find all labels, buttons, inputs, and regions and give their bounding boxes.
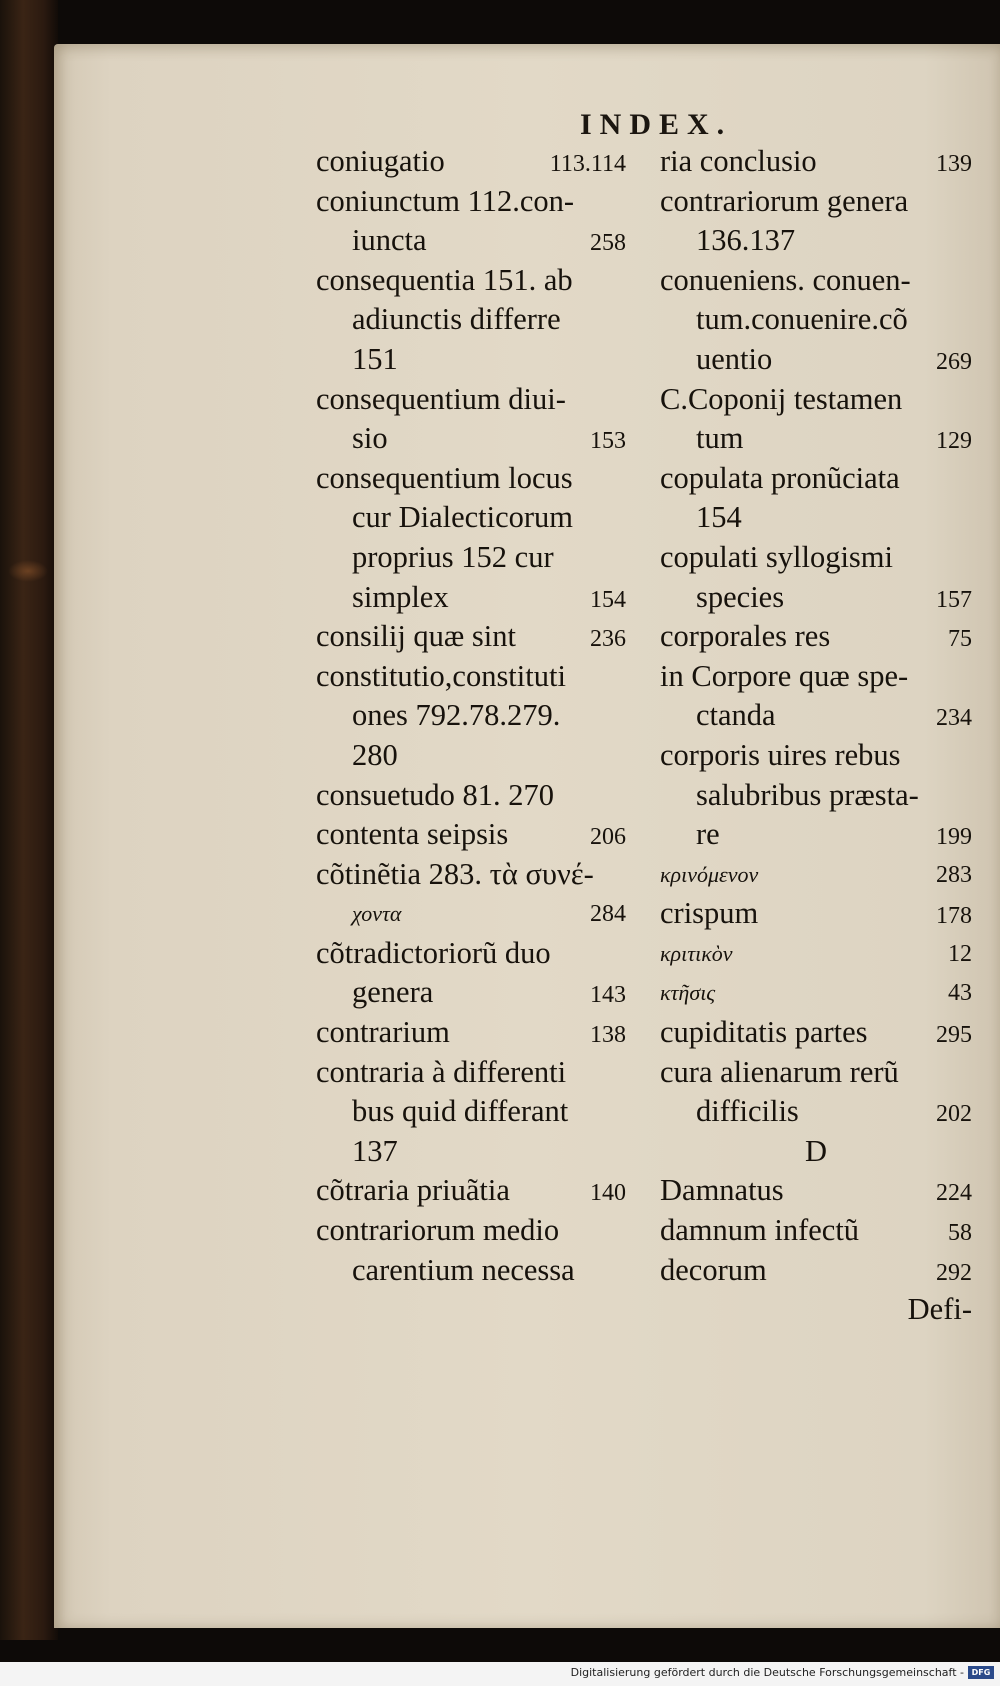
index-entry-page: 236 — [590, 626, 626, 653]
index-entry — [660, 538, 972, 578]
index-entry — [660, 855, 972, 895]
index-entry-page: 113.114 — [549, 151, 626, 177]
index-entry-page: 202 — [936, 1101, 972, 1128]
index-entry-text: tum — [696, 421, 744, 456]
index-entry-page: 206 — [590, 824, 626, 851]
index-entry-page: 58 — [948, 1220, 972, 1247]
index-entry — [660, 1251, 972, 1291]
index-entry — [660, 1092, 972, 1132]
index-entry-text: 151 — [352, 341, 398, 376]
index-entry — [316, 380, 626, 420]
index-entry — [660, 142, 972, 182]
index-entry-page: 140 — [590, 1180, 626, 1207]
index-entry — [316, 1211, 626, 1251]
index-entry — [316, 736, 626, 776]
index-entry — [316, 221, 626, 261]
index-entry — [660, 380, 972, 420]
index-entry — [316, 815, 626, 855]
index-entry-text: consequentia 151. ab — [316, 262, 573, 297]
index-entry-text: cupiditatis partes — [660, 1015, 868, 1050]
index-entry — [660, 1053, 972, 1093]
index-entry-page: 154 — [590, 586, 626, 613]
index-entry-text: tum.conuenire.cõ — [696, 302, 908, 337]
index-entry-page: 199 — [936, 824, 972, 851]
index-entry — [316, 657, 626, 697]
index-entry-text: constitutio,constituti — [316, 658, 566, 693]
index-entry-text: cõtradictoriorũ duo — [316, 935, 551, 970]
cover-speck — [8, 560, 48, 582]
index-entry-text: 137 — [352, 1133, 398, 1168]
index-entry-text: contrarium — [316, 1015, 450, 1050]
index-entry-text: sio — [352, 421, 388, 456]
index-entry-text: uentio — [696, 341, 773, 376]
index-entry — [316, 617, 626, 657]
index-entry — [660, 1171, 972, 1211]
index-entry-page: 138 — [590, 1022, 626, 1049]
index-entry-text: consequentium diui- — [316, 381, 566, 416]
index-entry-page: 157 — [936, 586, 972, 613]
index-entry-text: contrariorum medio — [316, 1213, 560, 1248]
index-entry — [316, 894, 626, 934]
index-entry — [316, 419, 626, 459]
index-entry-text: κτῆσις — [660, 980, 716, 1006]
index-entry — [660, 1132, 972, 1172]
footer-text: Digitalisierung gefördert durch die Deutsche Forschungsgemeinschaft - — [570, 1666, 964, 1679]
index-entry — [316, 340, 626, 380]
index-entry-page: 234 — [936, 705, 972, 732]
index-entry-text: C.Coponij testamen — [660, 381, 903, 416]
index-entry — [316, 1013, 626, 1053]
index-entry — [660, 261, 972, 301]
index-entry-page: 129 — [936, 428, 972, 455]
index-entry-text: χοντα — [352, 901, 402, 927]
index-entry-page: 75 — [948, 626, 972, 653]
index-entry-page: 139 — [936, 151, 972, 177]
index-entry-text: iuncta — [352, 223, 427, 258]
index-entry-text: copulati syllogismi — [660, 539, 893, 574]
index-entry — [660, 934, 972, 974]
index-entry — [660, 776, 972, 816]
index-entry — [660, 973, 972, 1013]
index-entry — [316, 696, 626, 736]
index-entry — [660, 1211, 972, 1251]
index-entry — [660, 221, 972, 261]
index-entry — [660, 182, 972, 222]
index-entry-text: cõtinẽtia 283. τὰ συνέ- — [316, 856, 594, 891]
index-entry — [316, 182, 626, 222]
index-entry-text: copulata pronũciata — [660, 460, 900, 495]
index-entry-page: 269 — [936, 348, 972, 375]
index-entry-text: salubribus præsta- — [696, 777, 919, 812]
index-entry — [316, 498, 626, 538]
index-entry — [316, 261, 626, 301]
index-entry-text: Damnatus — [660, 1173, 784, 1208]
index-entry — [660, 459, 972, 499]
index-entry-text: consequentium locus — [316, 460, 573, 495]
index-entry — [316, 934, 626, 974]
index-entry-text: cura alienarum rerũ — [660, 1054, 899, 1089]
index-entry-text: κριτικὸν — [660, 940, 733, 966]
index-column-right — [660, 142, 972, 1330]
index-entry-text: in Corpore quæ spe- — [660, 658, 909, 693]
index-entry-text: consilij quæ sint — [316, 619, 516, 654]
index-entry — [316, 973, 626, 1013]
index-entry-text: species — [696, 579, 785, 614]
index-entry-text: adiunctis differre — [352, 302, 561, 337]
index-entry-text: bus quid differant — [352, 1094, 569, 1129]
index-entry — [316, 578, 626, 618]
index-entry — [316, 855, 626, 895]
index-entry-text: κρινόμενον — [660, 861, 759, 887]
index-entry — [316, 300, 626, 340]
index-entry — [316, 459, 626, 499]
index-entry-text: coniunctum 112.con- — [316, 183, 575, 218]
index-entry — [660, 300, 972, 340]
index-entry-page: 284 — [590, 901, 626, 928]
index-entry-text: crispum — [660, 896, 759, 931]
index-entry-text: damnum infectũ — [660, 1213, 860, 1248]
index-column-left — [316, 142, 626, 1290]
index-entry — [660, 419, 972, 459]
index-entry-text: contrariorum genera — [660, 183, 909, 218]
index-entry — [660, 657, 972, 697]
index-entry-text: corporis uires rebus — [660, 737, 901, 772]
index-entry-page: 43 — [948, 980, 972, 1007]
index-entry-page: 143 — [590, 982, 626, 1009]
index-entry-text: contraria à differenti — [316, 1054, 567, 1089]
index-entry — [660, 736, 972, 776]
index-entry — [316, 538, 626, 578]
index-entry — [660, 498, 972, 538]
index-entry-text: ctanda — [696, 698, 776, 733]
book-cover-edge — [0, 0, 58, 1640]
page-header: INDEX. — [580, 108, 733, 141]
index-entry-text: cõtraria priuãtia — [316, 1173, 510, 1208]
index-entry-text: Defi- — [907, 1292, 972, 1327]
index-entry-page: 153 — [590, 428, 626, 455]
index-entry-text: carentium necessa — [352, 1252, 575, 1287]
index-entry — [316, 776, 626, 816]
index-entry-text: corporales res — [660, 619, 831, 654]
index-entry — [660, 617, 972, 657]
index-entry-text: 280 — [352, 737, 398, 772]
index-entry-text: 154 — [696, 500, 742, 535]
index-entry-text: ria conclusio — [660, 144, 817, 178]
index-entry-text: D — [804, 1133, 828, 1168]
index-entry — [316, 1053, 626, 1093]
index-entry-page: 292 — [936, 1259, 972, 1286]
index-entry-page: 12 — [948, 940, 972, 967]
index-entry-text: genera — [352, 975, 434, 1010]
index-entry-text: consuetudo 81. 270 — [316, 777, 555, 812]
index-entry-text: conueniens. conuen- — [660, 262, 911, 297]
index-entry — [660, 815, 972, 855]
dfg-logo: DFG — [968, 1666, 994, 1679]
index-entry — [316, 1251, 626, 1291]
index-entry-text: ones 792.78.279. — [352, 698, 561, 733]
index-entry-text: decorum — [660, 1252, 767, 1287]
index-entry-text: proprius 152 cur — [352, 539, 554, 574]
index-entry — [660, 696, 972, 736]
index-entry-text: 136.137 — [696, 223, 796, 258]
index-entry — [316, 1092, 626, 1132]
index-entry-page: 178 — [936, 903, 972, 930]
index-entry — [316, 1171, 626, 1211]
index-entry-text: coniugatio — [316, 144, 445, 178]
index-entry-page: 283 — [936, 861, 972, 888]
index-entry — [316, 142, 626, 182]
index-entry-text: re — [696, 817, 720, 852]
index-entry-page: 258 — [590, 230, 626, 257]
index-entry-page: 295 — [936, 1022, 972, 1049]
index-entry — [660, 340, 972, 380]
index-entry — [660, 1290, 972, 1330]
index-entry — [316, 1132, 626, 1172]
index-entry-text: cur Dialecticorum — [352, 500, 574, 535]
index-entry-page: 224 — [936, 1180, 972, 1207]
index-entry-text: difficilis — [696, 1094, 799, 1129]
index-entry — [660, 894, 972, 934]
index-entry — [660, 1013, 972, 1053]
index-entry-text: simplex — [352, 579, 449, 614]
index-entry — [660, 578, 972, 618]
index-entry-text: contenta seipsis — [316, 817, 509, 852]
